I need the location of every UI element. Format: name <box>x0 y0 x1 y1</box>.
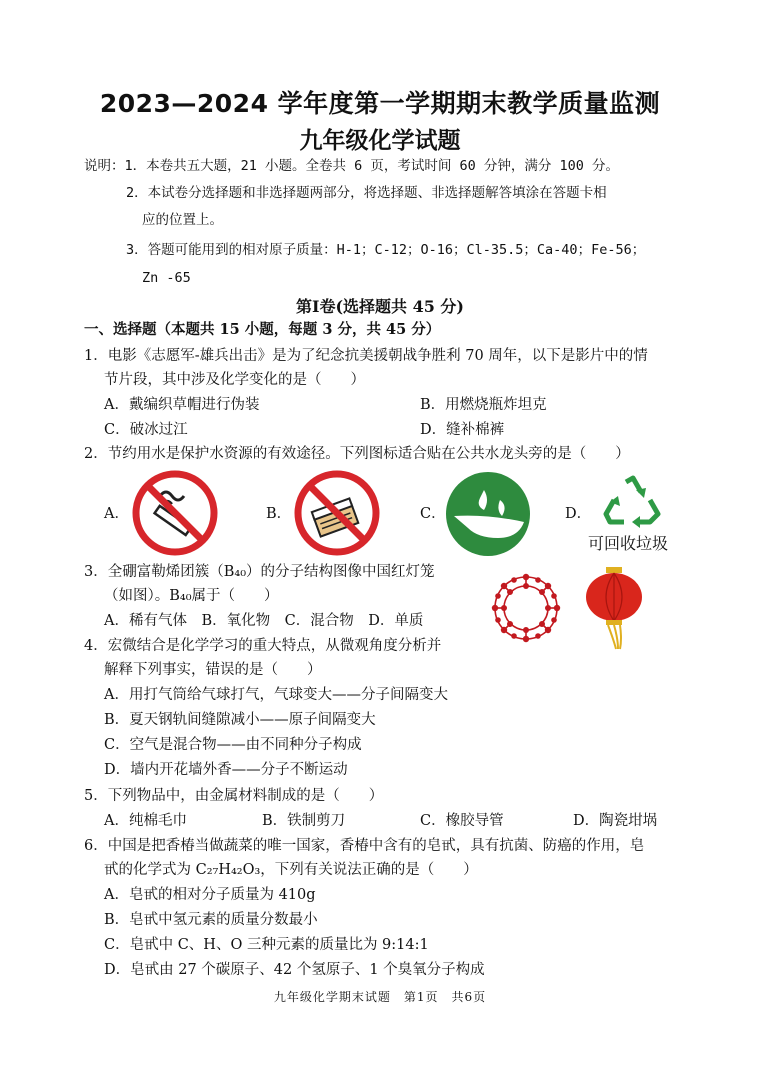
q4-option-c: C．空气是混合物——由不同种分子构成 <box>104 737 362 753</box>
q5-option-a: A．纯棉毛巾 <box>104 813 187 829</box>
exam-title: 2023—2024 学年度第一学期期末教学质量监测 <box>99 89 661 118</box>
section-title: 第Ⅰ卷(选择题共 45 分) <box>295 297 465 316</box>
q5-option-d: D．陶瓷坩埚 <box>573 813 658 829</box>
q6-stem-1: 6．中国是把香椿当做蔬菜的唯一国家，香椿中含有的皂甙，具有抗菌、防癌的作用，皂 <box>84 838 645 854</box>
q4-option-d: D．墙内开花墙外香——分子不断运动 <box>104 762 348 778</box>
recycle-caption: 可回收垃圾 <box>588 534 669 553</box>
q6-option-a: A．皂甙的相对分子质量为 410g <box>104 887 316 903</box>
exam-subtitle: 九年级化学试题 <box>299 128 461 154</box>
note-line-2b: 应的位置上。 <box>142 212 223 228</box>
q2-option-b: B． <box>266 506 292 522</box>
no-smoking-icon <box>132 470 218 556</box>
q2-option-a: A． <box>104 506 129 522</box>
note-line-3b: Zn -65 <box>142 270 191 286</box>
q6-option-b: B．皂甙中氢元素的质量分数最小 <box>104 912 318 928</box>
q4-stem-2: 解释下列事实，错误的是（ ） <box>104 662 322 678</box>
q1-stem-2: 节片段，其中涉及化学变化的是（ ） <box>104 372 365 388</box>
note-line-2: 2．本试卷分选择题和非选择题两部分，将选择题、非选择题解答填涂在答题卡相 <box>126 185 607 201</box>
q4-option-b: B．夏天钢轨间缝隙减小——原子间隔变大 <box>104 712 376 728</box>
q2-stem: 2．节约用水是保护水资源的有效途径。下列图标适合贴在公共水龙头旁的是（ ） <box>84 446 630 462</box>
q3-options: A．稀有气体 B．氧化物 C．混合物 D．单质 <box>104 613 424 629</box>
q5-option-c: C．橡胶导管 <box>420 813 504 829</box>
q5-stem: 5．下列物品中，由金属材料制成的是（ ） <box>84 788 384 804</box>
q1-option-c: C．破冰过江 <box>104 422 188 438</box>
q4-stem-1: 4．宏微结合是化学学习的重大特点，从微观角度分析并 <box>84 638 442 654</box>
page-footer: 九年级化学期末试题 第1页 共6页 <box>273 990 487 1004</box>
q1-option-b: B．用燃烧瓶炸坦克 <box>420 397 547 413</box>
note-line-3: 3．答题可能用到的相对原子质量：H-1；C-12；O-16；Cl-35.5；Ca-40；Fe-56； <box>126 242 646 258</box>
q2-option-d: D． <box>565 506 592 522</box>
q3-stem-2: （如图）。B₄₀属于（ ） <box>104 588 279 604</box>
part-title: 一、选择题（本题共 15 小题，每题 3 分，共 45 分） <box>84 321 441 338</box>
q3-stem-1: 3．全硼富勒烯团簇（B₄₀）的分子结构图像中国红灯笼 <box>84 564 435 580</box>
q1-stem-1: 1．电影《志愿军-雄兵出击》是为了纪念抗美援朝战争胜利 70 周年，以下是影片中的情 <box>84 348 648 364</box>
red-lantern-image <box>584 565 644 651</box>
q5-option-b: B．铁制剪刀 <box>262 813 346 829</box>
q6-option-c: C．皂甙中 C、H、O 三种元素的质量比为 9:14:1 <box>104 937 429 953</box>
recycle-icon <box>600 474 666 530</box>
q6-option-d: D．皂甙由 27 个碳原子、42 个氢原子、1 个臭氧分子构成 <box>104 962 485 978</box>
q2-option-c: C． <box>420 506 446 522</box>
water-saving-icon <box>444 470 532 558</box>
note-line-1: 说明：1．本卷共五大题，21 小题。全卷共 6 页，考试时间 60 分钟，满分 100 分。 <box>84 158 620 174</box>
q4-option-a: A．用打气筒给气球打气，气球变大——分子间隔变大 <box>104 687 448 703</box>
q6-stem-2: 甙的化学式为 C₂₇H₄₂O₃，下列有关说法正确的是（ ） <box>104 862 478 878</box>
no-matches-icon <box>294 470 380 556</box>
b40-molecule-image <box>488 570 564 646</box>
q1-option-a: A．戴编织草帽进行伪装 <box>104 397 260 413</box>
q1-option-d: D．缝补棉裤 <box>420 422 505 438</box>
